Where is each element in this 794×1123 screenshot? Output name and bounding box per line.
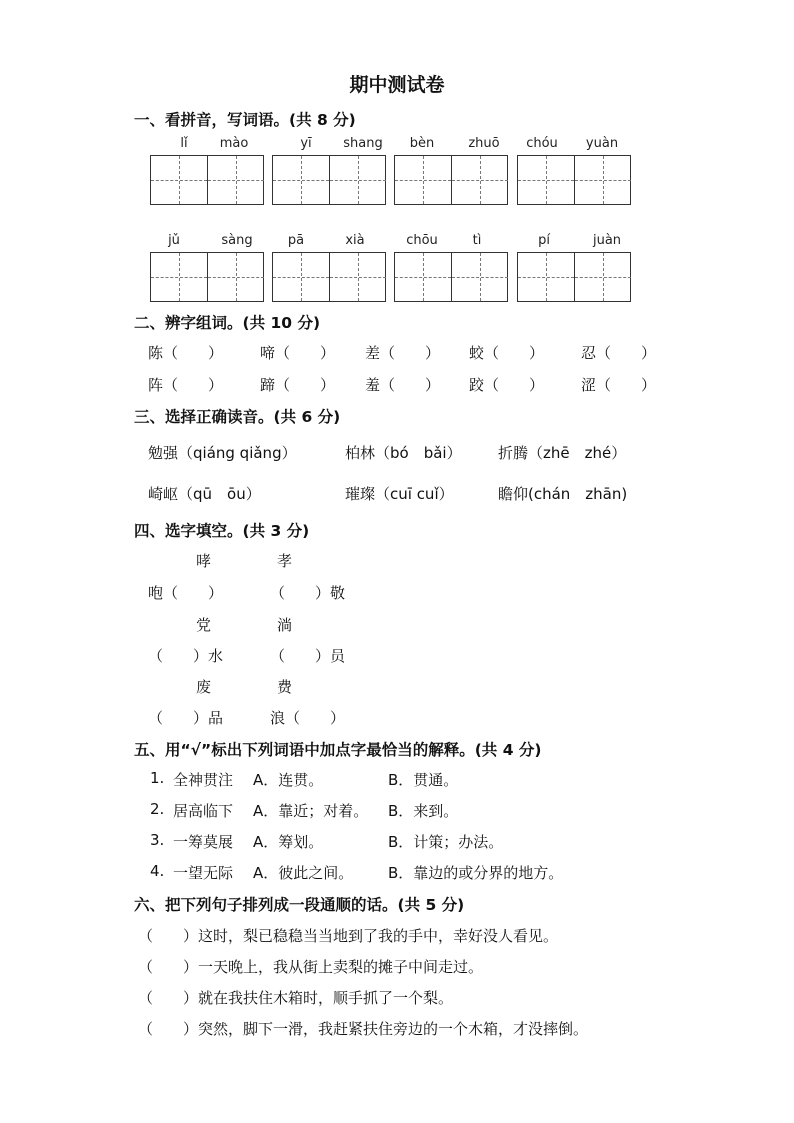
writing-grid[interactable] (517, 155, 631, 205)
pinyin: bèn (409, 136, 435, 151)
section-6-title: 六、把下列句子排列成一段通顺的话。(共 5 分) (134, 896, 465, 914)
sentence-item[interactable]: （ ）一天晚上，我从街上卖梨的摊子中间走过。 (138, 958, 484, 976)
section-2-title: 二、辨字组词。(共 10 分) (134, 314, 321, 332)
pinyin: yuàn (585, 136, 619, 151)
pronunciation-choice[interactable]: 折腾（zhē zhé） (498, 444, 627, 462)
pinyin: yī (300, 136, 312, 151)
option-b[interactable]: B．来到。 (388, 802, 459, 820)
pinyin: shang (343, 136, 383, 151)
item-number: 2. (150, 800, 165, 818)
pinyin: pā (287, 233, 305, 248)
word-blank[interactable]: 羞（ ） (365, 376, 441, 394)
fill-blank[interactable]: 浪（ ） (270, 709, 346, 727)
word-blank[interactable]: 忍（ ） (581, 344, 657, 362)
word-blank[interactable]: 蛟（ ） (469, 344, 545, 362)
word-blank[interactable]: 差（ ） (365, 344, 441, 362)
option-b[interactable]: B．贯通。 (388, 771, 459, 789)
word-blank[interactable]: 跤（ ） (469, 376, 545, 394)
char-option: 党 (196, 616, 212, 634)
option-a[interactable]: A．彼此之间。 (253, 864, 354, 882)
char-option: 哮 (196, 552, 212, 570)
option-a[interactable]: A．连贯。 (253, 771, 324, 789)
option-a[interactable]: A．筹划。 (253, 833, 324, 851)
fill-blank[interactable]: 咆（ ） (148, 584, 224, 602)
sentence-item[interactable]: （ ）就在我扶住木箱时，顺手抓了一个梨。 (138, 989, 454, 1007)
writing-grid[interactable] (272, 155, 386, 205)
section-4-title: 四、选字填空。(共 3 分) (134, 522, 310, 540)
pinyin: xià (345, 233, 365, 248)
option-b[interactable]: B．计策；办法。 (388, 833, 504, 851)
pinyin: tì (472, 233, 482, 248)
word-blank[interactable]: 啼（ ） (260, 344, 336, 362)
option-a[interactable]: A．靠近；对着。 (253, 802, 369, 820)
char-option: 费 (277, 678, 293, 696)
char-option: 淌 (277, 616, 293, 634)
writing-grid[interactable] (150, 155, 264, 205)
pronunciation-choice[interactable]: 崎岖（qū ōu） (148, 485, 261, 503)
writing-grid[interactable] (394, 155, 508, 205)
fill-blank[interactable]: （ ）员 (270, 647, 346, 665)
pinyin: sàng (221, 233, 253, 248)
section-1-title: 一、看拼音，写词语。(共 8 分) (134, 111, 356, 129)
char-option: 孝 (277, 552, 293, 570)
pronunciation-choice[interactable]: 璀璨（cuī cuǐ） (345, 485, 454, 503)
section-5-title: 五、用“√”标出下列词语中加点字最恰当的解释。(共 4 分) (134, 741, 542, 759)
item-number: 3. (150, 831, 165, 849)
item-number: 4. (150, 862, 165, 880)
item-word: 居高临下 (173, 802, 234, 820)
writing-grid[interactable] (272, 252, 386, 302)
pinyin: chóu (526, 136, 558, 151)
pinyin: chōu (406, 233, 438, 248)
item-word: 一望无际 (173, 864, 234, 882)
pinyin: mào (219, 136, 249, 151)
option-b[interactable]: B．靠边的或分界的地方。 (388, 864, 564, 882)
writing-grid[interactable] (394, 252, 508, 302)
pinyin: jǔ (168, 233, 180, 248)
word-blank[interactable]: 陈（ ） (148, 344, 224, 362)
item-word: 一筹莫展 (173, 833, 234, 851)
writing-grid[interactable] (517, 252, 631, 302)
pronunciation-choice[interactable]: 柏林（bó bǎi） (345, 444, 462, 462)
sentence-item[interactable]: （ ）突然，脚下一滑，我赶紧扶住旁边的一个木箱，才没摔倒。 (138, 1020, 589, 1038)
char-option: 废 (196, 678, 212, 696)
word-blank[interactable]: 涩（ ） (581, 376, 657, 394)
pinyin: juàn (592, 233, 622, 248)
sentence-item[interactable]: （ ）这时，梨已稳稳当当地到了我的手中，幸好没人看见。 (138, 927, 559, 945)
item-word: 全神贯注 (173, 771, 234, 789)
pinyin: zhuō (468, 136, 500, 151)
pronunciation-choice[interactable]: 瞻仰(chán zhān) (498, 485, 628, 503)
writing-grid[interactable] (150, 252, 264, 302)
word-blank[interactable]: 蹄（ ） (260, 376, 336, 394)
pinyin: pí (538, 233, 550, 248)
fill-blank[interactable]: （ ）品 (148, 709, 224, 727)
word-blank[interactable]: 阵（ ） (148, 376, 224, 394)
pinyin: lǐ (180, 136, 188, 151)
fill-blank[interactable]: （ ）敬 (270, 584, 346, 602)
page-title: 期中测试卷 (349, 74, 445, 96)
pronunciation-choice[interactable]: 勉强（qiáng qiǎng） (148, 444, 297, 462)
fill-blank[interactable]: （ ）水 (148, 647, 224, 665)
item-number: 1. (150, 769, 165, 787)
section-3-title: 三、选择正确读音。(共 6 分) (134, 408, 341, 426)
